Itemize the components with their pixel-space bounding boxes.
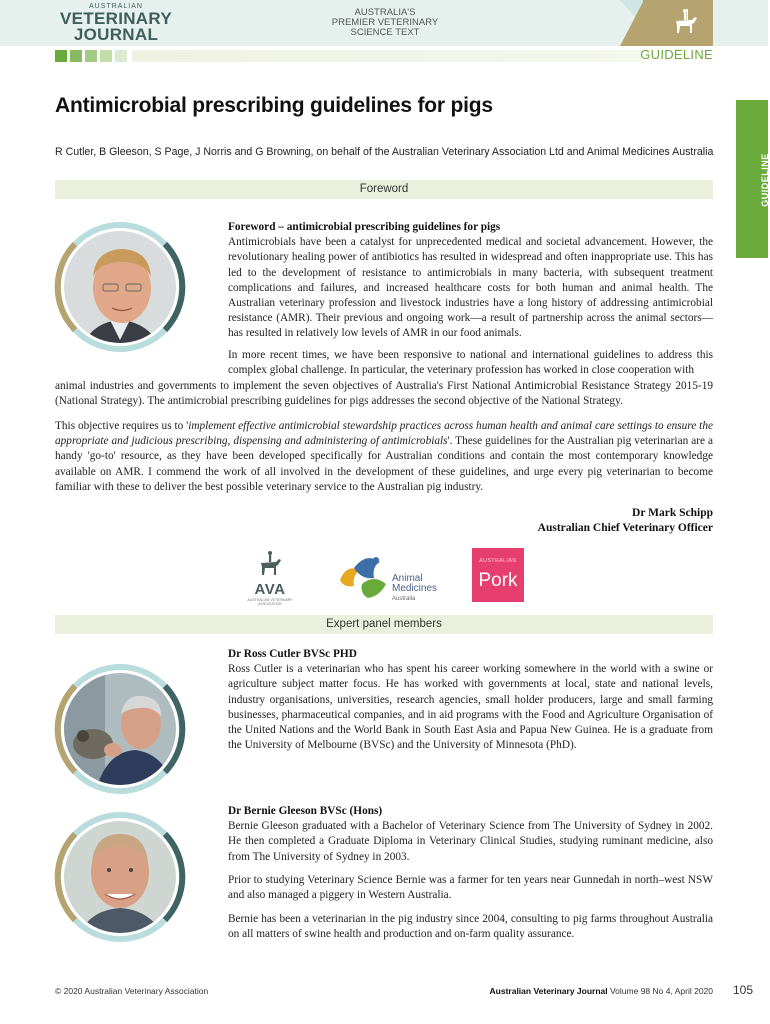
header-square-1: [55, 50, 67, 62]
header-rule: [132, 50, 642, 62]
footer-journal: [430, 986, 713, 996]
cutler-name: Dr Ross Cutler BVSc PHD: [228, 648, 357, 660]
signature-title: Australian Chief Veterinary Officer: [537, 522, 713, 534]
pork-big-text: Pork: [478, 570, 518, 591]
gleeson-portrait: [55, 812, 185, 942]
foreword-heading: Foreword – antimicrobial prescribing guidelines for pigs: [228, 221, 501, 233]
gleeson-p1: Bernie Gleeson graduated with a Bachelor of Veterinary Science from The University of Sydney in 2002. He then completed a Graduate Diploma in Veterinary Clinical Studies, studying ruminant medicine, also from The University of Sydney in 2003.: [228, 820, 713, 863]
ama-line-1: Animal: [392, 573, 423, 584]
logo-line-1: VETERINARY: [60, 9, 172, 28]
foreword-block: [228, 220, 713, 342]
gleeson-block: [228, 804, 713, 865]
foreword-p1: Antimicrobials have been a catalyst for unprecedented medical and societal advancement. However, the revolutionary healing power of antibiotics has resulted in widespread and often inappropriate use. This has led to the development of resistance to antimicrobials in many bacteria, with subsequent treatment complications and failures, and increased healthcare costs for both human and animal health. The Australian veterinary profession and livestock industries have a long history of addressing antimicrobial resistance (AMR). Their previous and ongoing work—a result of partnership across the animal sectors—has resulted in relatively low levels of AMR in our food animals.: [228, 236, 713, 340]
cutler-block: [228, 647, 713, 753]
horse-rider-icon: [670, 8, 700, 40]
header-square-2: [70, 50, 82, 62]
article-authors: R Cutler, B Gleeson, S Page, J Norris and G Browning, on behalf of the Australian Veterinary Association Ltd and Animal Medicines Australia: [55, 146, 714, 158]
tagline-line-3: SCIENCE TEXT: [350, 27, 420, 38]
gleeson-p2: Prior to studying Veterinary Science Bernie was a farmer for ten years near Gunnedah in north–west NSW and also managed a piggery in Western Australia.: [228, 874, 713, 902]
gleeson-p3: Bernie has been a veterinarian in the pig industry since 2004, consulting to pig farms throughout Australia on all matters of swine health and production and on-farm quality assurance.: [228, 913, 713, 941]
ama-animals-icon: [332, 550, 392, 605]
cutler-portrait: [55, 664, 185, 794]
footer-issue: Volume 98 No 4, April 2020: [607, 986, 713, 996]
footer-journal-name: Australian Veterinary Journal: [489, 986, 608, 996]
logo-line-2: JOURNAL: [73, 25, 159, 44]
article-title: Antimicrobial prescribing guidelines for pigs: [55, 94, 493, 117]
ama-text: [392, 574, 437, 604]
journal-logo[interactable]: [60, 3, 172, 43]
header-square-4: [100, 50, 112, 62]
foreword-p3: [55, 419, 713, 495]
gleeson-name: Dr Bernie Gleeson BVSc (Hons): [228, 805, 383, 817]
side-tab-label: GUIDELINE: [759, 153, 770, 207]
australian-pork-logo[interactable]: [472, 548, 524, 602]
header-square-3: [85, 50, 97, 62]
logo-small-text: AUSTRALIAN: [89, 3, 143, 10]
p3-italic: implement effective antimicrobial stewardship practices across human health and animal care settings to ensure the appropriate and judicious prescribing, dispensing and administering of antimicrobials: [55, 420, 713, 448]
expert-panel-bar: Expert panel members: [55, 615, 713, 634]
ama-logo[interactable]: [332, 548, 442, 608]
ava-letters: AVA: [254, 581, 286, 598]
foreword-bar: Foreword: [55, 180, 713, 199]
signature-name: Dr Mark Schipp: [632, 507, 713, 519]
page-number: 105: [733, 983, 754, 997]
foreword-p2a: In more recent times, we have been responsive to national and international guidelines to address this complex global challenge. In particular, the veterinary profession has worked in close cooperation with: [228, 349, 713, 377]
ava-subtext: AUSTRALIAN VETERINARY ASSOCIATION: [247, 598, 293, 606]
ava-horse-icon: [257, 550, 283, 580]
footer-copyright: © 2020 Australian Veterinary Association: [55, 986, 209, 996]
ava-logo[interactable]: [245, 548, 295, 608]
cutler-bio: Ross Cutler is a veterinarian who has spent his career working somewhere in the world with a swine or agriculture subject matter focus. He has worked with governments at local, state and national levels, industry organisations, universities, research agencies, small holder producers, large and small farming businesses, pharmaceutical companies, and in aid programs with the Food and Agriculture Organisation of the United Nations and the World Bank in South East Asia and Papua New Guinea. He is a graduate from the University of Melbourne (BVSc) and the University of Minnesota (PhD).: [228, 663, 713, 752]
pork-small-text: AUSTRALIAN: [479, 558, 517, 564]
tagline-line-2: PREMIER VETERINARY: [331, 17, 439, 28]
p3-post: '. These guidelines for the Australian pig veterinarian are a handy 'go-to' resource, as they have been developed specifically for Australian conditions and contain the most contemporary knowledge available on AMR. I commend the work of all involved in the development of these guidelines, and urge every pig veterinarian to become familiar with these to deliver the best possible veterinary service to the Australian pig industry.: [55, 435, 713, 493]
schipp-portrait: [55, 222, 185, 352]
foreword-p2b: animal industries and governments to implement the seven objectives of Australia's First National Antimicrobial Resistance Strategy 2015-19 (National Strategy). The antimicrobial prescribing guidelines for pigs addresses the second objective of the National Strategy.: [55, 380, 713, 408]
p3-pre: This objective requires us to ': [55, 420, 189, 432]
section-label: GUIDELINE: [640, 47, 713, 62]
ama-line-2: Medicines: [392, 583, 438, 594]
tagline: [310, 8, 460, 38]
header-square-5: [115, 50, 127, 62]
header-corner-gold-triangle: [620, 0, 644, 46]
ama-line-3: Australia: [392, 596, 416, 602]
tagline-line-1: AUSTRALIA'S: [354, 7, 416, 18]
